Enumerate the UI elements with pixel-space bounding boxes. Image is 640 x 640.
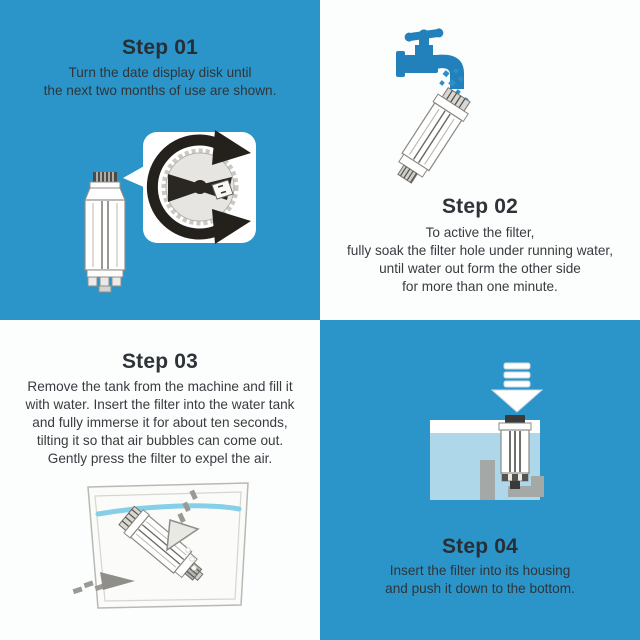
step-03-line-3: and fully immerse it for about ten seconds, — [32, 415, 288, 430]
step-04-line-2: and push it down to the bottom. — [385, 581, 575, 596]
step-02-line-3: until water out form the other side — [379, 261, 581, 276]
faucet-icon — [396, 27, 464, 89]
step-01-line-2: the next two months of use are shown. — [43, 83, 277, 98]
down-arrow-icon — [492, 363, 542, 412]
date-disk-illustration — [60, 125, 270, 295]
step-03-line-1: Remove the tank from the machine and fill it — [27, 379, 293, 394]
step-04-title: Step 04 — [441, 535, 519, 558]
tank-pillar — [480, 460, 495, 500]
step-01-title: Step 01 — [121, 36, 199, 59]
step-02-line-2: fully soak the filter hole under running water, — [347, 243, 613, 258]
step-02-title: Step 02 — [441, 195, 519, 218]
step-03-description — [0, 378, 320, 468]
gear-disk-icon — [164, 151, 236, 223]
filter-cartridge-icon — [85, 172, 125, 292]
step-03-line-2: with water. Insert the filter into the water tank — [25, 397, 295, 412]
step-01-description — [0, 64, 320, 100]
faucet-rinse-illustration — [380, 15, 560, 190]
step-02-line-1: To active the filter, — [425, 225, 535, 240]
step-03-line-4: tilting it so that air bubbles can come out. — [36, 433, 284, 448]
step-03-panel — [0, 320, 320, 640]
step-02-line-4: for more than one minute. — [402, 279, 558, 294]
step-01-line-1: Turn the date display disk until — [68, 65, 252, 80]
tilted-filter-icon — [390, 85, 475, 188]
step-04-description — [320, 562, 640, 598]
inserted-filter-icon — [499, 415, 531, 489]
step-01-panel — [0, 0, 320, 320]
tank-immersion-illustration — [55, 470, 275, 620]
insert-filter-illustration — [420, 355, 560, 505]
step-03-line-5: Gently press the filter to expel the air. — [47, 451, 273, 466]
step-02-panel — [320, 0, 640, 320]
step-03-title: Step 03 — [121, 350, 199, 373]
step-04-line-1: Insert the filter into its housing — [389, 563, 571, 578]
step-02-description — [320, 224, 640, 296]
step-04-panel — [320, 320, 640, 640]
